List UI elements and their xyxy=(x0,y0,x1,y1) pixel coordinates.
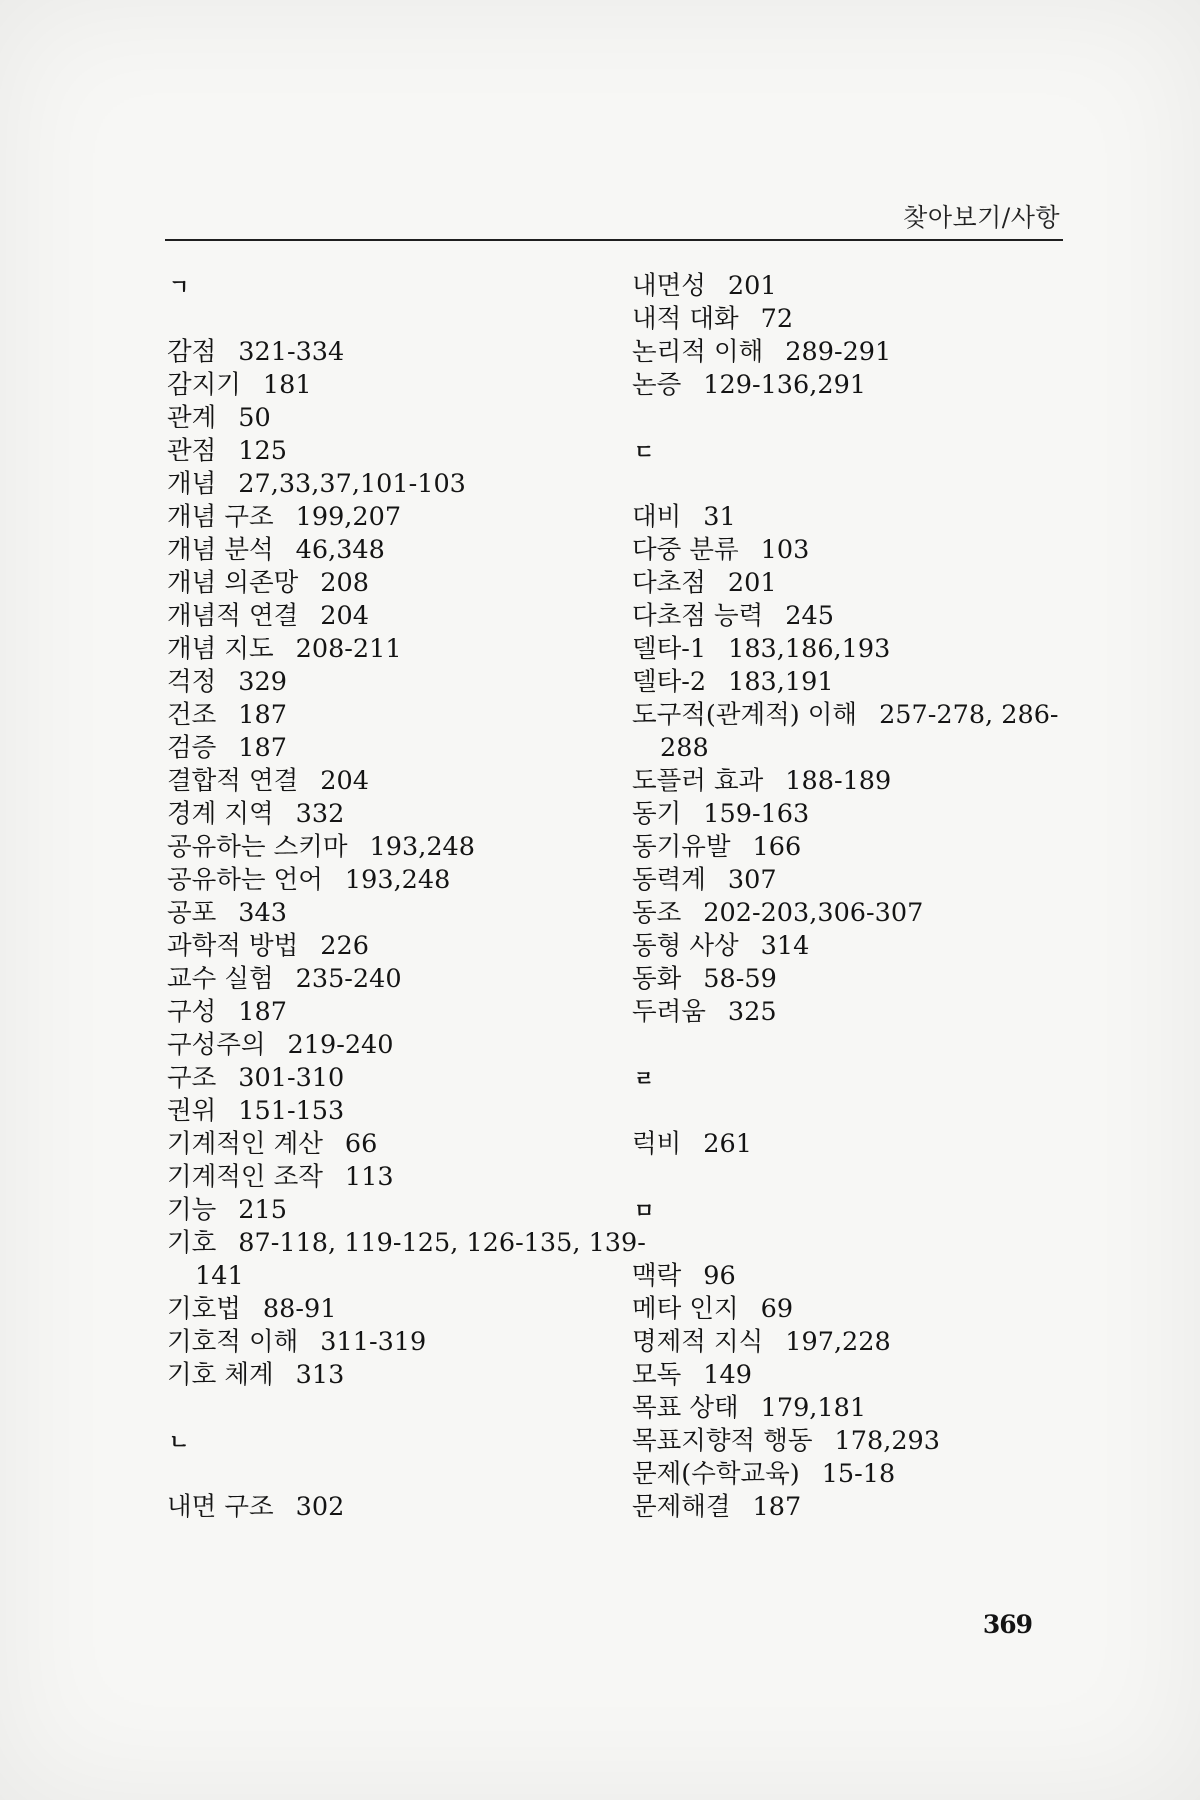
index-term: 기호 xyxy=(167,1228,217,1258)
index-term: 동력계 xyxy=(632,865,706,895)
index-entry xyxy=(632,666,1062,699)
index-spacer xyxy=(632,1029,1062,1062)
index-page-refs: 219-240 xyxy=(287,1030,394,1060)
index-term: 델타-1 xyxy=(632,634,707,664)
index-page-refs: 187 xyxy=(752,1492,802,1522)
index-spacer xyxy=(632,1161,1062,1194)
index-page-refs: 257-278, 286- xyxy=(879,700,1059,730)
index-term: 동기 xyxy=(632,799,682,829)
index-entry xyxy=(632,996,1062,1029)
index-page-refs: 166 xyxy=(752,832,802,862)
index-term: 기호법 xyxy=(167,1294,241,1324)
index-entry xyxy=(632,1260,1062,1293)
index-page-refs: 187 xyxy=(238,700,287,730)
index-entry xyxy=(632,897,1062,930)
index-section-letter xyxy=(632,435,1062,468)
index-spacer xyxy=(632,402,1062,435)
index-page-refs: 159-163 xyxy=(703,799,810,829)
index-entry xyxy=(167,402,622,435)
index-term: 목표지향적 행동 xyxy=(632,1426,813,1456)
index-page-refs: 187 xyxy=(238,997,287,1027)
index-term: 감점 xyxy=(167,337,217,367)
index-page-refs: 289-291 xyxy=(785,337,892,367)
index-term: 개념 지도 xyxy=(167,634,274,664)
index-entry xyxy=(167,765,622,798)
index-column-right xyxy=(632,270,1062,1524)
index-entry xyxy=(167,831,622,864)
index-entry xyxy=(632,270,1062,303)
index-term: 결합적 연결 xyxy=(167,766,299,796)
index-page-refs: 125 xyxy=(238,436,287,466)
index-term: 교수 실험 xyxy=(167,964,274,994)
index-term: 기능 xyxy=(167,1195,217,1225)
index-entry xyxy=(167,1227,646,1260)
index-entry xyxy=(167,1359,622,1392)
index-page-refs: 50 xyxy=(238,403,271,433)
index-page-refs: 307 xyxy=(727,865,777,895)
index-entry xyxy=(632,303,1062,336)
index-term: 구성 xyxy=(167,997,217,1027)
index-entry-continuation: 141 xyxy=(195,1261,244,1291)
index-page-refs: 261 xyxy=(703,1129,752,1159)
section-letter-text: ㄹ xyxy=(634,1067,655,1091)
index-entry xyxy=(167,1293,622,1326)
index-entry xyxy=(167,864,622,897)
index-entry xyxy=(167,1161,622,1194)
index-entry xyxy=(632,765,1062,798)
index-spacer xyxy=(632,1227,1062,1260)
index-spacer xyxy=(167,1392,622,1425)
index-term: 경계 지역 xyxy=(167,799,274,829)
index-term: 대비 xyxy=(632,502,682,532)
index-page-refs: 178,293 xyxy=(834,1426,940,1456)
index-term: 내적 대화 xyxy=(632,304,739,334)
index-entry xyxy=(167,534,622,567)
index-page-refs: 193,248 xyxy=(369,832,475,862)
index-page-refs: 208-211 xyxy=(295,634,402,664)
index-term: 기호적 이해 xyxy=(167,1327,299,1357)
index-term: 권위 xyxy=(167,1096,217,1126)
index-page-refs: 201 xyxy=(727,271,777,301)
index-entry xyxy=(167,1062,622,1095)
index-term: 맥락 xyxy=(632,1261,682,1291)
header-rule xyxy=(165,239,1063,241)
index-spacer xyxy=(167,303,622,336)
index-page-refs: 188-189 xyxy=(785,766,892,796)
index-page-refs: 204 xyxy=(320,766,369,796)
index-page-refs: 58-59 xyxy=(703,964,777,994)
index-term: 델타-2 xyxy=(632,667,707,697)
index-term: 공포 xyxy=(167,898,217,928)
index-page-refs: 27,33,37,101-103 xyxy=(238,469,466,499)
index-term: 구성주의 xyxy=(167,1030,266,1060)
index-page-refs: 187 xyxy=(238,733,287,763)
index-entry xyxy=(632,831,1062,864)
index-entry xyxy=(632,534,1062,567)
index-term: 도플러 효과 xyxy=(632,766,764,796)
index-entry xyxy=(167,633,622,666)
index-term: 동화 xyxy=(632,964,682,994)
section-letter-text: ㄴ xyxy=(169,1430,190,1454)
index-term: 메타 인지 xyxy=(632,1294,739,1324)
section-letter-text: ㅁ xyxy=(634,1199,655,1223)
index-page-refs: 149 xyxy=(703,1360,752,1390)
index-entry xyxy=(167,567,622,600)
index-entry xyxy=(632,864,1062,897)
index-entry xyxy=(632,798,1062,831)
index-entry xyxy=(167,996,622,1029)
index-term: 관계 xyxy=(167,403,217,433)
index-entry xyxy=(167,1326,622,1359)
index-page-refs: 208 xyxy=(320,568,369,598)
index-spacer xyxy=(632,468,1062,501)
index-entry xyxy=(167,699,622,732)
index-page-refs: 31 xyxy=(703,502,736,532)
index-section-letter xyxy=(632,1194,1062,1227)
index-spacer xyxy=(632,1095,1062,1128)
index-entry xyxy=(632,1326,1062,1359)
index-page-refs: 151-153 xyxy=(238,1096,345,1126)
index-page-refs: 113 xyxy=(344,1162,394,1192)
index-term: 개념 구조 xyxy=(167,502,274,532)
section-letter-text: ㄱ xyxy=(169,275,190,299)
page-number: 369 xyxy=(982,1610,1032,1639)
index-term: 기호 체계 xyxy=(167,1360,274,1390)
index-entry xyxy=(632,633,1062,666)
index-entry xyxy=(632,336,1062,369)
index-term: 기계적인 조작 xyxy=(167,1162,323,1192)
index-term: 구조 xyxy=(167,1063,217,1093)
index-term: 감지기 xyxy=(167,370,241,400)
index-page-refs: 245 xyxy=(785,601,834,631)
index-spacer xyxy=(167,1458,622,1491)
index-entry xyxy=(632,1128,1062,1161)
index-entry xyxy=(167,435,622,468)
index-page-refs: 332 xyxy=(295,799,345,829)
index-term: 개념 의존망 xyxy=(167,568,299,598)
index-entry xyxy=(167,1095,622,1128)
index-section-letter xyxy=(167,1425,622,1458)
index-section-letter xyxy=(167,270,622,303)
index-page-refs: 193,248 xyxy=(344,865,451,895)
index-entry xyxy=(632,1425,1062,1458)
index-page-refs: 46,348 xyxy=(295,535,385,565)
index-term: 공유하는 언어 xyxy=(167,865,323,895)
index-term: 다중 분류 xyxy=(632,535,739,565)
index-entry xyxy=(632,369,1062,402)
index-term: 개념 분석 xyxy=(167,535,274,565)
index-term: 개념적 연결 xyxy=(167,601,299,631)
section-letter-text: ㄷ xyxy=(634,440,655,464)
index-term: 동기유발 xyxy=(632,832,731,862)
index-column-left xyxy=(167,270,646,1524)
index-term: 다초점 능력 xyxy=(632,601,764,631)
index-term: 개념 xyxy=(167,469,217,499)
index-entry xyxy=(632,501,1062,534)
index-page-refs: 69 xyxy=(760,1294,794,1324)
index-page-refs: 183,186,193 xyxy=(728,634,891,664)
index-page-refs: 313 xyxy=(295,1360,345,1390)
index-term: 럭비 xyxy=(632,1129,682,1159)
index-entry xyxy=(167,897,622,930)
index-term: 두려움 xyxy=(632,997,706,1027)
index-term: 도구적(관계적) 이해 xyxy=(632,700,858,730)
index-entry xyxy=(167,501,622,534)
running-head: 찾아보기/사항 xyxy=(903,203,1060,232)
index-page-refs: 197,228 xyxy=(785,1327,891,1357)
index-term: 관점 xyxy=(167,436,217,466)
index-entry xyxy=(167,600,622,633)
index-page-refs: 235-240 xyxy=(295,964,402,994)
index-term: 동형 사상 xyxy=(632,931,739,961)
index-term: 과학적 방법 xyxy=(167,931,299,961)
index-term: 다초점 xyxy=(632,568,706,598)
index-page-refs: 129-136,291 xyxy=(703,370,867,400)
index-page-refs: 204 xyxy=(320,601,369,631)
index-page-refs: 87-118, 119-125, 126-135, 139- xyxy=(238,1228,646,1258)
index-entry xyxy=(632,600,1062,633)
index-entry xyxy=(167,732,622,765)
index-entry xyxy=(167,1194,622,1227)
index-page-refs: 325 xyxy=(727,997,777,1027)
index-page-refs: 321-334 xyxy=(238,337,345,367)
index-page-refs: 179,181 xyxy=(760,1393,867,1423)
index-page-refs: 226 xyxy=(320,931,369,961)
index-page-refs: 96 xyxy=(703,1261,736,1291)
index-entry xyxy=(632,567,1062,600)
index-term: 검증 xyxy=(167,733,217,763)
index-term: 기계적인 계산 xyxy=(167,1129,323,1159)
index-page-refs: 103 xyxy=(760,535,810,565)
index-entry xyxy=(632,930,1062,963)
index-page-refs: 314 xyxy=(760,931,810,961)
index-section-letter xyxy=(632,1062,1062,1095)
index-entry xyxy=(167,963,622,996)
index-entry xyxy=(632,1392,1062,1425)
index-entry xyxy=(632,1491,1062,1524)
index-page-refs: 15-18 xyxy=(821,1459,896,1489)
index-entry xyxy=(632,1359,1062,1392)
index-page-refs: 215 xyxy=(238,1195,287,1225)
index-page-refs: 329 xyxy=(238,667,287,697)
index-term: 명제적 지식 xyxy=(632,1327,764,1357)
index-page-refs: 311-319 xyxy=(320,1327,427,1357)
index-entry xyxy=(167,468,622,501)
index-entry xyxy=(632,699,1062,732)
index-term: 문제해결 xyxy=(632,1492,731,1522)
index-term: 내면 구조 xyxy=(167,1492,274,1522)
index-term: 모독 xyxy=(632,1360,682,1390)
index-page-refs: 301-310 xyxy=(238,1063,345,1093)
index-term: 내면성 xyxy=(632,271,706,301)
index-entry xyxy=(632,963,1062,996)
index-page-refs: 183,191 xyxy=(728,667,834,697)
index-page-refs: 199,207 xyxy=(295,502,402,532)
index-entry xyxy=(167,798,622,831)
index-term: 문제(수학교육) xyxy=(632,1459,800,1489)
index-term: 논증 xyxy=(632,370,682,400)
index-term: 동조 xyxy=(632,898,682,928)
index-entry xyxy=(167,1491,622,1524)
index-page-refs: 66 xyxy=(344,1129,378,1159)
index-entry xyxy=(167,666,622,699)
index-entry xyxy=(167,369,622,402)
index-term: 목표 상태 xyxy=(632,1393,739,1423)
index-entry xyxy=(167,1128,622,1161)
index-term: 논리적 이해 xyxy=(632,337,764,367)
index-page-refs: 202-203,306-307 xyxy=(703,898,924,928)
index-entry xyxy=(167,930,622,963)
index-page-refs: 88-91 xyxy=(262,1294,337,1324)
index-entry xyxy=(167,336,622,369)
index-term: 걱정 xyxy=(167,667,217,697)
index-page-refs: 181 xyxy=(262,370,312,400)
index-page-refs: 72 xyxy=(760,304,794,334)
index-page-refs: 201 xyxy=(727,568,777,598)
index-entry xyxy=(632,1293,1062,1326)
index-entry xyxy=(167,1029,622,1062)
index-entry-continuation: 288 xyxy=(660,733,709,763)
index-term: 공유하는 스키마 xyxy=(167,832,348,862)
index-page-refs: 302 xyxy=(295,1492,345,1522)
index-page-refs: 343 xyxy=(238,898,287,928)
index-term: 건조 xyxy=(167,700,217,730)
index-entry xyxy=(632,1458,1062,1491)
